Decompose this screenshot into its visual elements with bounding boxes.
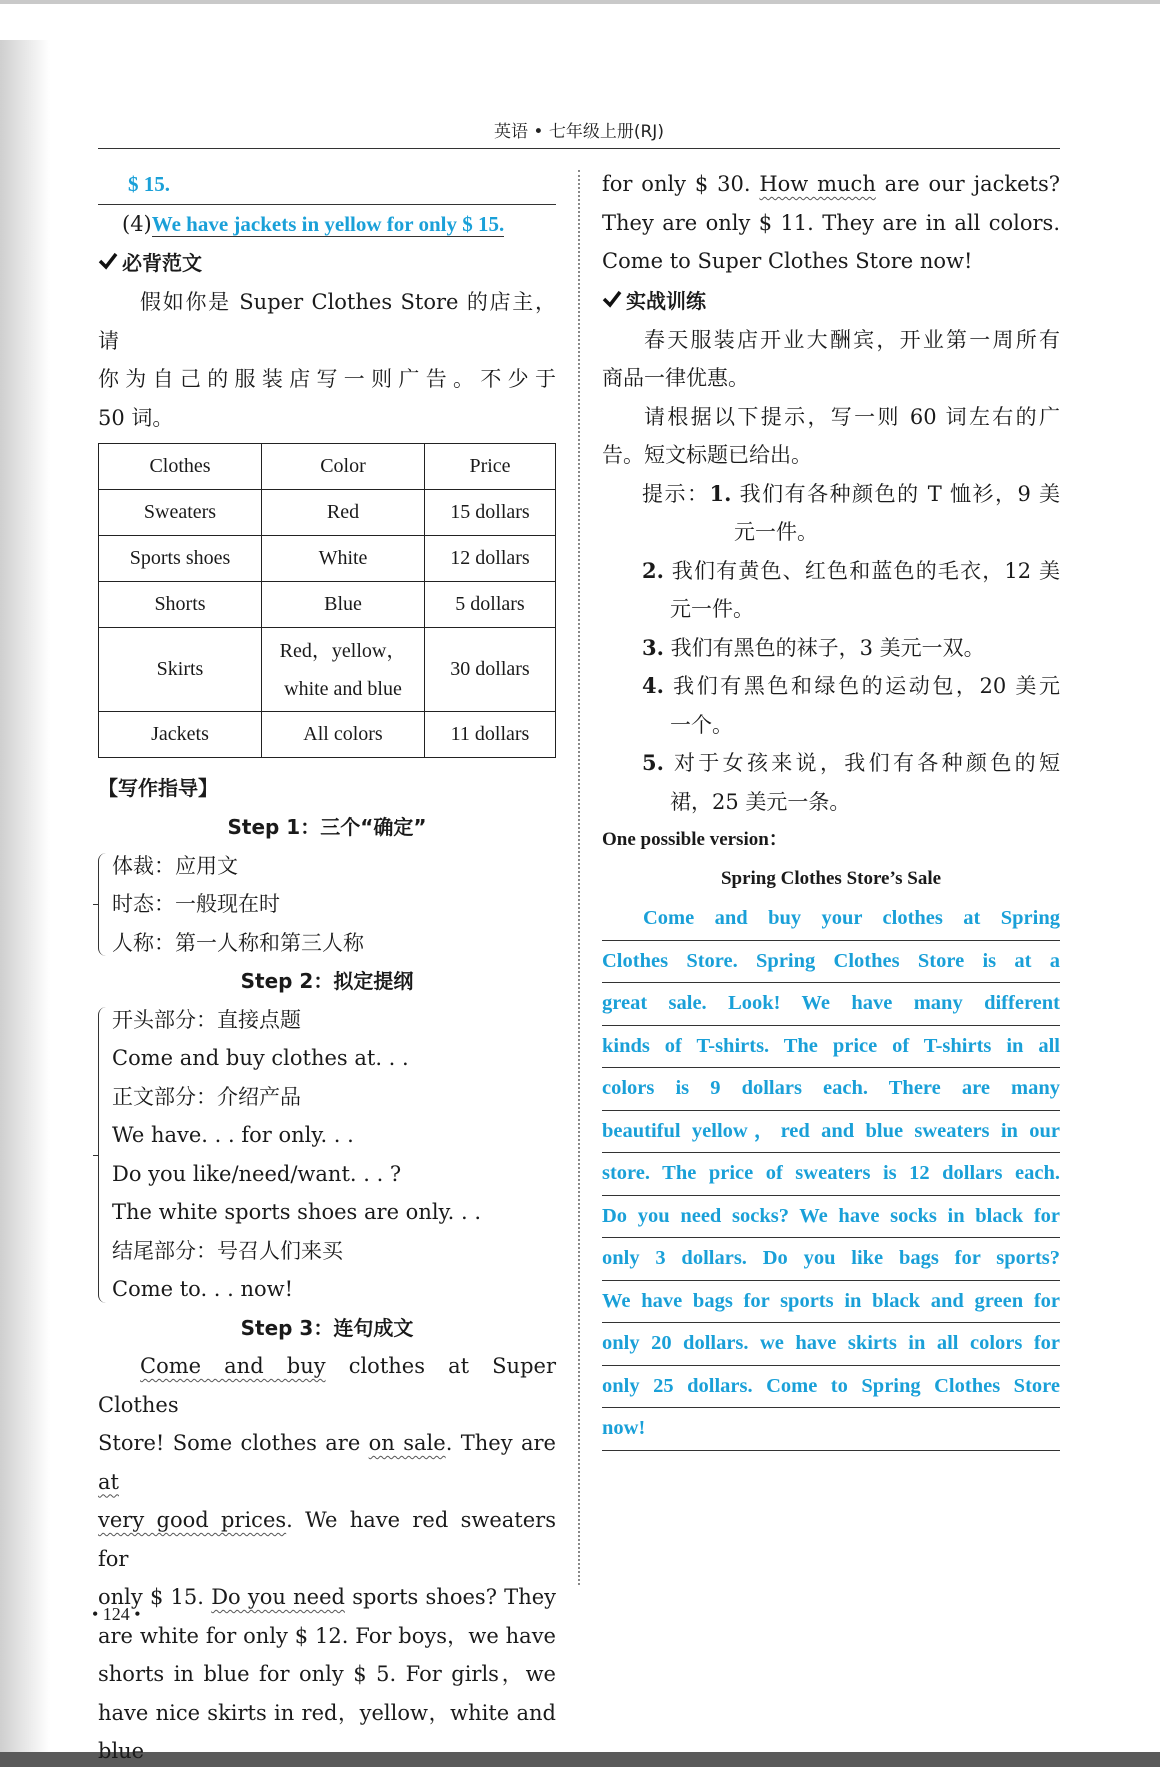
essay-line: shorts in blue for only $ 5. For girls，we (98, 1662, 556, 1686)
task-line: 商品一律优惠。 (602, 366, 749, 390)
hint-number: 5. (642, 750, 664, 775)
model-essay (98, 1347, 556, 1771)
list-item: Come to. . . now! (112, 1277, 294, 1301)
answer-essay (602, 898, 1060, 1451)
essay-line: have nice skirts in red，yellow，white and blue (98, 1700, 556, 1763)
hint-continuation: 裙，25 美元一条。 (670, 789, 851, 814)
table-cell: 12 dollars (425, 536, 556, 582)
hint-number: 1. (709, 480, 732, 506)
hint-number: 2. (642, 557, 664, 583)
essay-title: Spring Clothes Store’s Sale (720, 867, 942, 889)
table-cell: 5 dollars (425, 582, 556, 628)
phrase-highlight: Do you need (211, 1585, 345, 1609)
list-item: The white sports shoes are only. . . (112, 1200, 482, 1224)
step-3-title: Step 3：连句成文 (240, 1315, 414, 1340)
answer-line: kinds of T-shirts. The price of T-shirts in all (602, 1026, 1060, 1069)
list-item: Come and buy clothes at. . . (112, 1046, 409, 1070)
answer-line: Clothes Store. Spring Clothes Store is at a (602, 941, 1060, 984)
list-item: 体裁：应用文 (112, 853, 238, 878)
essay-line (602, 165, 1060, 204)
answer-line: We have bags for sports in black and green for (602, 1281, 1060, 1324)
answer-line: beautiful yellow，red and blue sweaters in our (602, 1111, 1060, 1154)
table-cell: Shorts (99, 582, 262, 628)
essay-line: are white for only $ 12. For boys，we have (98, 1623, 556, 1648)
page-binding-shadow (0, 40, 50, 1752)
brace-icon (98, 853, 109, 957)
hint-item (602, 744, 1060, 783)
hint-text: 我们有黄色、红色和蓝色的毛衣，12 美 (663, 558, 1060, 583)
table-row (99, 628, 556, 712)
answer-line: store. The price of sweaters is 12 dollars each. (602, 1153, 1060, 1196)
essay-line (98, 1347, 556, 1424)
hint-continuation: 元一件。 (670, 597, 754, 621)
table-header: Color (262, 444, 425, 490)
list-item: 结尾部分：号召人们来买 (112, 1238, 343, 1263)
brace-icon (98, 1007, 109, 1303)
list-item: 开头部分：直接点题 (112, 1007, 301, 1032)
table-cell-line: white and blue (284, 677, 402, 700)
phrase-highlight: Come and buy (140, 1354, 326, 1378)
table-row (99, 582, 556, 628)
list-item: 正文部分：介绍产品 (112, 1084, 301, 1109)
table-cell: 30 dollars (425, 628, 556, 712)
list-item: We have. . . for only. . . (112, 1123, 354, 1147)
essay-line: They are only $ 11. They are in all colors. (602, 210, 1060, 235)
answer-line: now! (602, 1408, 1060, 1451)
essay-line (98, 1578, 556, 1617)
phrase-highlight: on sale (368, 1431, 446, 1455)
task-line: 春天服装店开业大酬宾，开业第一周所有 (644, 327, 1060, 352)
table-cell: 15 dollars (425, 490, 556, 536)
table-cell: White (262, 536, 425, 582)
section-title-model-essay (98, 243, 556, 283)
answer-4 (98, 205, 556, 244)
section-title-text: 实战训练 (626, 288, 706, 313)
essay-text: only $ 15. (98, 1585, 212, 1609)
header-rule (98, 148, 1060, 149)
essay-text: sports shoes? They (344, 1585, 557, 1609)
table-header: Clothes (99, 444, 262, 490)
table-cell: Red (262, 490, 425, 536)
hint-item (602, 629, 1060, 668)
check-icon (602, 281, 626, 321)
essay-text: . We have red sweaters for (98, 1508, 556, 1571)
page-number: • 124 • (92, 1604, 141, 1624)
hint-item (602, 475, 1060, 514)
answer-line: only 20 dollars. we have skirts in all colors for (602, 1323, 1060, 1366)
hint-item (602, 667, 1060, 706)
prompt-line-1: 假如你是 Super Clothes Store 的店主，请 (98, 290, 556, 353)
answer-4-number: (4) (122, 211, 152, 236)
table-row (99, 536, 556, 582)
list-item: 时态：一般现在时 (112, 892, 280, 916)
left-column (98, 165, 556, 1771)
hint-continuation: 一个。 (670, 712, 733, 737)
phrase-highlight: How much (759, 172, 876, 196)
prompt-line-2: 你为自己的服装店写一则广告。不少于 (98, 367, 556, 391)
hints-list (602, 475, 1060, 822)
table-cell: Blue (262, 582, 425, 628)
list-item: 人称：第一人称和第三人称 (112, 930, 364, 955)
task-line: 告。短文标题已给出。 (602, 443, 812, 467)
answer-line: Come and buy your clothes at Spring (602, 898, 1060, 941)
step-1-list (98, 847, 556, 963)
answer-tail: $ 15. (98, 165, 556, 205)
table-row (99, 712, 556, 758)
hint-item (602, 552, 1060, 591)
hint-text: 对于女孩来说，我们有各种颜色的短 (663, 751, 1060, 775)
table-row (99, 490, 556, 536)
column-divider (578, 170, 580, 1585)
section-title-practice (602, 281, 1060, 321)
phrase-highlight: very good prices (98, 1508, 287, 1532)
hint-text: 我们有黑色和绿色的运动包，20 美元 (663, 674, 1060, 698)
table-cell: Skirts (99, 628, 262, 712)
table-cell: 11 dollars (425, 712, 556, 758)
hint-text: 我们有各种颜色的 T 恤衫，9 美 (731, 481, 1060, 506)
table-cell (262, 628, 425, 712)
essay-text: . They are (445, 1431, 556, 1455)
essay-line: Come to Super Clothes Store now! (602, 249, 973, 273)
table-header-row (99, 444, 556, 490)
essay-text: are our jackets? (875, 172, 1060, 196)
clothes-table (98, 443, 556, 758)
list-item: Do you like/need/want. . . ? (112, 1161, 402, 1186)
phrase-highlight: at (98, 1469, 119, 1494)
table-header: Price (425, 444, 556, 490)
hint-text: 我们有黑色的袜子，3 美元一双。 (663, 635, 985, 660)
table-cell-line: Red，yellow， (279, 639, 407, 662)
version-label: One possible version： (602, 829, 788, 850)
table-cell: Sweaters (99, 490, 262, 536)
answer-line: only 3 dollars. Do you like bags for sports? (602, 1238, 1060, 1281)
essay-line (98, 1424, 556, 1501)
table-cell: All colors (262, 712, 425, 758)
answer-line: only 25 dollars. Come to Spring Clothes Store (602, 1366, 1060, 1409)
table-cell: Sports shoes (99, 536, 262, 582)
essay-line (98, 1501, 556, 1578)
step-2-title: Step 2：拟定提纲 (240, 969, 414, 993)
answer-line: Do you need socks? We have socks in black for (602, 1196, 1060, 1239)
check-icon (98, 243, 122, 283)
essay-text: for only $ 30. (602, 172, 760, 196)
answer-line: colors is 9 dollars each. There are many (602, 1068, 1060, 1111)
section-title-text: 必背范文 (122, 251, 202, 275)
answer-line: great sale. Look! We have many different (602, 983, 1060, 1026)
page-header: 英语 • 七年级上册(RJ) (494, 122, 664, 142)
hint-label: 提示： (642, 481, 710, 506)
task-line: 请根据以下提示，写一则 60 词左右的广 (644, 404, 1060, 429)
right-column (602, 165, 1060, 1451)
prompt-line-3: 50 词。 (98, 405, 174, 430)
table-cell: Jackets (99, 712, 262, 758)
hint-number: 3. (642, 634, 664, 660)
writing-guide-title: 【写作指导】 (98, 776, 218, 800)
step-2-list (98, 1001, 556, 1309)
essay-text: Store! Some clothes are (98, 1431, 369, 1455)
hint-continuation: 元一件。 (734, 520, 818, 544)
hint-number: 4. (642, 673, 664, 698)
answer-4-text: We have jackets in yellow for only $ 15. (151, 211, 505, 236)
essay-text: clothes at Super Clothes (98, 1354, 556, 1417)
top-edge (0, 0, 1160, 4)
step-1-title: Step 1：三个“确定” (227, 815, 427, 839)
